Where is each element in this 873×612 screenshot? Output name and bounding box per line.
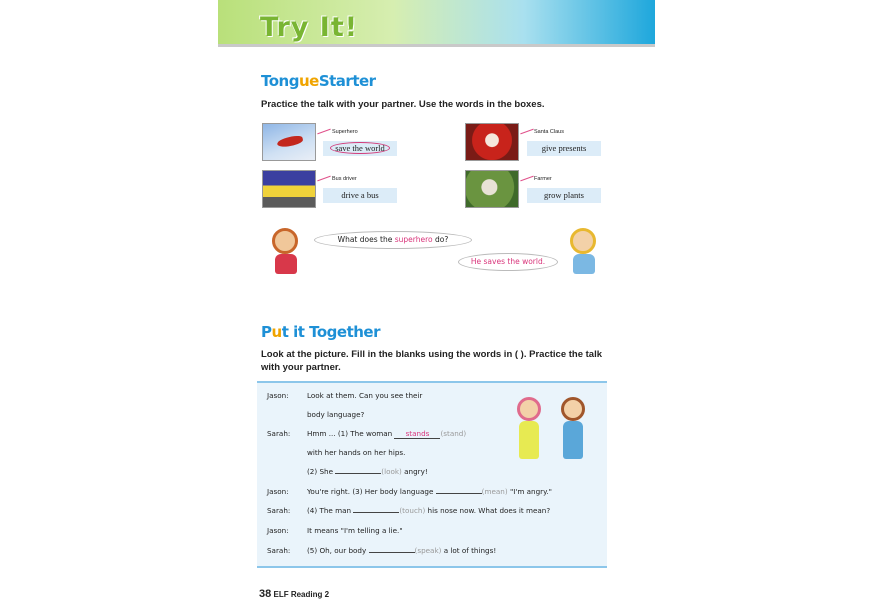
bus-driver-photo (262, 170, 316, 208)
phrase-box (323, 141, 397, 156)
superhero-photo (262, 123, 316, 161)
dialog-text (307, 546, 496, 555)
speaker-label: Sarah: (267, 429, 291, 438)
textbook-page (218, 0, 655, 612)
card-label: Bus driver (332, 176, 357, 182)
line-text: a lot of things! (441, 546, 497, 555)
title-part: P (261, 323, 272, 341)
dialog-text (307, 526, 403, 535)
tongue-starter-instruction: Practice the talk with your partner. Use the words in the boxes. (261, 99, 545, 110)
line-text: You're right. (3) Her body language (307, 487, 436, 496)
speaker-label: Sarah: (267, 506, 291, 515)
phrase-box: give presents (527, 141, 601, 156)
dialog-text (307, 467, 428, 476)
dialog-text (307, 506, 550, 515)
line-text: (5) Oh, our body (307, 546, 369, 555)
dialog-text (307, 487, 552, 496)
circled-phrase: save the world (330, 142, 390, 154)
line-text: It means "I'm telling a lie." (307, 526, 403, 535)
speaker-label: Jason: (267, 391, 289, 400)
book-title: ELF Reading 2 (273, 590, 330, 599)
title-accent: u (271, 323, 282, 341)
line-text: "I'm angry." (507, 487, 552, 496)
line-text: (2) She (307, 467, 336, 476)
dialog-text (307, 410, 364, 419)
phrase-box: drive a bus (323, 188, 397, 203)
dialog-lines (257, 383, 607, 566)
bubble-text: do? (432, 235, 449, 244)
card-label: Santa Claus (534, 129, 564, 135)
title-part: t it Together (281, 323, 380, 341)
put-together-instruction-2: with your partner. (261, 362, 341, 373)
answer-blank[interactable] (369, 552, 415, 553)
title-part: Starter (318, 72, 376, 90)
line-text: with her hands on her hips. (307, 448, 406, 457)
girl-illustration (266, 228, 306, 278)
dialog-text (307, 391, 422, 400)
pointer-line (317, 176, 330, 182)
dialog-text (307, 429, 466, 439)
pointer-line (520, 176, 533, 182)
answer-blank[interactable] (335, 473, 381, 474)
verb-hint: (mean) (481, 487, 508, 496)
verb-hint: (stand) (440, 429, 467, 438)
put-together-title (261, 323, 380, 341)
page-title: Try It! (260, 12, 359, 43)
bubble-highlight: superhero (394, 235, 433, 244)
answer-blank[interactable]: stands (394, 430, 440, 439)
question-bubble (314, 231, 472, 249)
title-part: Tong (261, 72, 299, 90)
speaker-label: Jason: (267, 526, 289, 535)
speaker-label: Jason: (267, 487, 289, 496)
dialog-text (307, 448, 405, 457)
line-text: body language? (307, 410, 365, 419)
line-text: Hmm ... (1) The woman (307, 429, 395, 438)
banner-divider (218, 44, 655, 47)
dialog-box (257, 381, 607, 568)
title-accent: ue (298, 72, 319, 90)
answer-blank[interactable] (436, 493, 482, 494)
pointer-line (317, 129, 330, 135)
pointer-line (520, 129, 533, 135)
line-text: (4) The man (307, 506, 354, 515)
page-number: 38 (259, 588, 272, 600)
put-together-instruction-1: Look at the picture. Fill in the blanks using the words in ( ). Practice the talk (261, 349, 602, 360)
line-text: Look at them. Can you see their (307, 391, 423, 400)
page-footer (259, 588, 329, 600)
boy-illustration (564, 228, 604, 278)
card-label: Superhero (332, 129, 358, 135)
tongue-starter-title (261, 72, 376, 90)
card-label: Farmer (534, 176, 552, 182)
verb-hint: (touch) (399, 506, 426, 515)
line-text: angry! (401, 467, 428, 476)
answer-blank[interactable] (353, 512, 399, 513)
verb-hint: (look) (381, 467, 402, 476)
verb-hint: (speak) (414, 546, 442, 555)
speaker-label: Sarah: (267, 546, 291, 555)
santa-photo (465, 123, 519, 161)
bubble-text: What does the (337, 235, 395, 244)
farmer-photo (465, 170, 519, 208)
phrase-box: grow plants (527, 188, 601, 203)
line-text: his nose now. What does it mean? (425, 506, 551, 515)
answer-bubble: He saves the world. (458, 253, 558, 271)
